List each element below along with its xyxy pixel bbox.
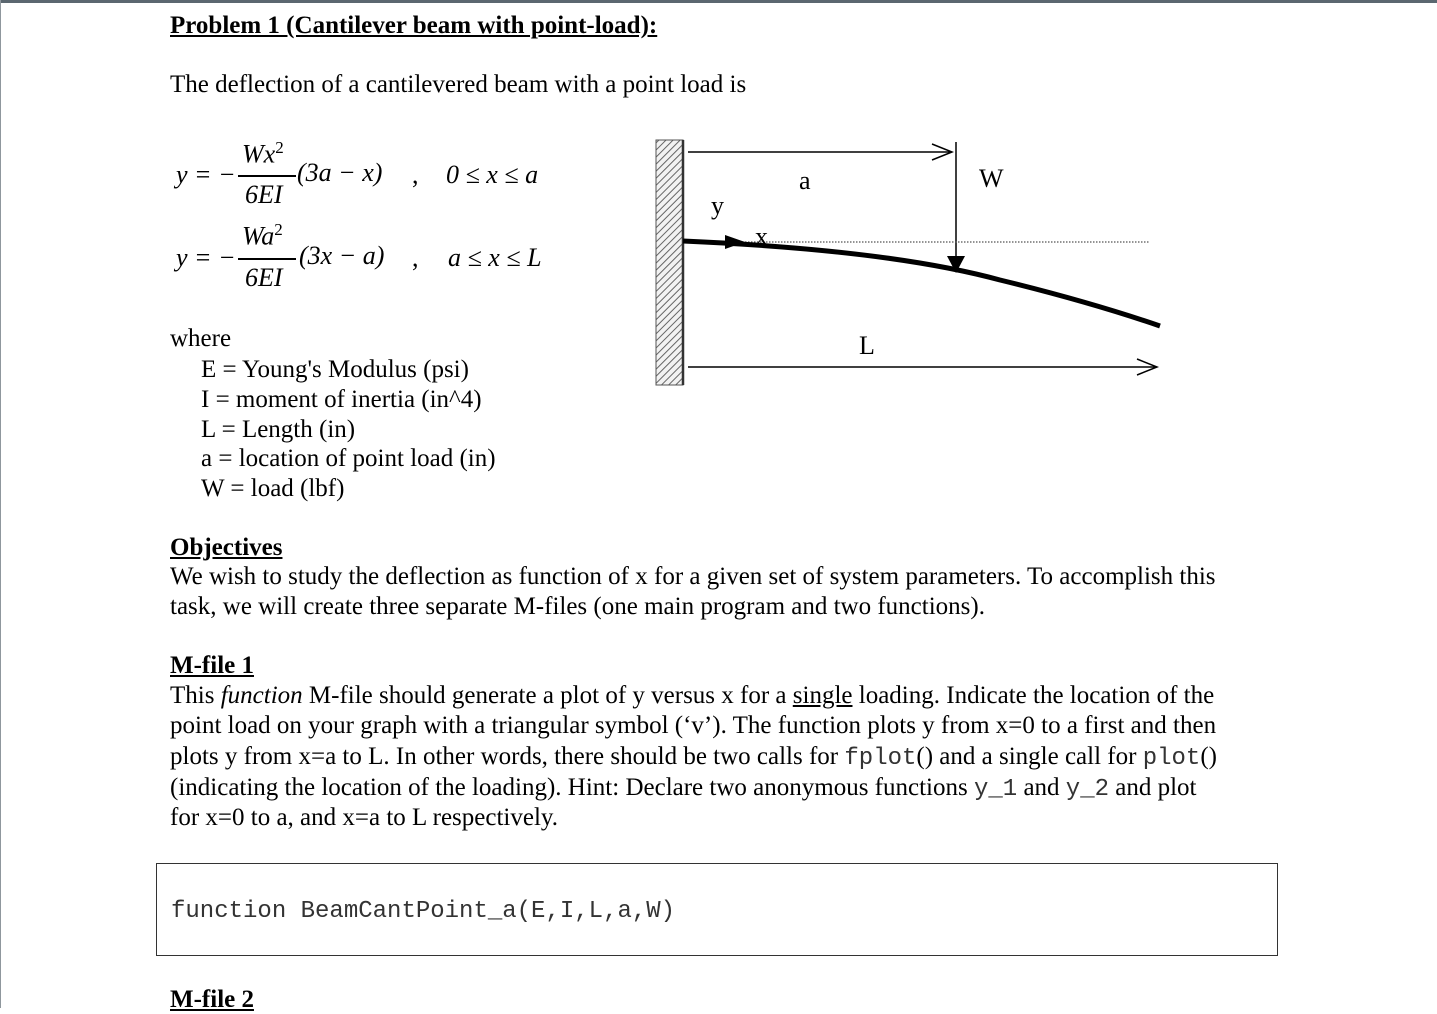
code-answer-box[interactable]: [156, 863, 1278, 956]
eq2-domain: a ≤ x ≤ L: [448, 243, 542, 272]
code-y1: y_1: [973, 776, 1018, 803]
mfile1-line-2: point load on your graph with a triangular symbol (‘v’). The function plots y from x=0 to a first and then: [170, 712, 1217, 739]
mfile1-heading: M-file 1: [170, 652, 254, 679]
eq1-comma: ,: [412, 160, 419, 189]
definition-item: L = Length (in): [201, 415, 356, 443]
eq2-factor: (3x − a): [299, 241, 385, 270]
eq2-exponent: 2: [274, 220, 283, 239]
eq1-numerator: Wx$^2$: [242, 138, 284, 169]
diagram-label-W: W: [979, 164, 1004, 193]
definition-item: W = load (lbf): [201, 475, 345, 503]
definition-item: E = Young's Modulus (psi): [201, 356, 469, 383]
eq2-denominator: 6EI: [245, 263, 283, 292]
eq2-comma: ,: [412, 243, 419, 272]
code-y2: y_2: [1065, 776, 1110, 803]
beam-diagram: [640, 130, 1170, 390]
diagram-label-y: y: [711, 191, 724, 220]
eq2-lhs: y = −: [176, 243, 236, 272]
objectives-line-2: task, we will create three separate M-files (one main program and two functions).: [170, 593, 985, 620]
mfile1-line-4: (indicating the location of the loading). Hint: Declare two anonymous functions y_1 and y_2 and plot: [170, 774, 1197, 803]
eq1-fraction-bar: [238, 175, 296, 177]
beam-diagram-svg: [640, 130, 1170, 390]
mfile1-line-1: This function M-file should generate a plot of y versus x for a single loading. Indicate the location of the: [170, 682, 1215, 709]
problem-title: Problem 1 (Cantilever beam with point-load):: [170, 12, 658, 39]
eq1-denominator: 6EI: [245, 180, 283, 209]
mfile1-underline-single: single: [792, 682, 853, 709]
where-label: where: [170, 325, 232, 352]
eq1-domain: 0 ≤ x ≤ a: [446, 160, 539, 189]
mfile2-heading: M-file 2: [170, 986, 254, 1013]
eq2-numerator: Wa$^2$: [242, 220, 283, 251]
code-fplot: fplot: [844, 745, 917, 772]
mfile1-line-3: plots y from x=a to L. In other words, there should be two calls for fplot() and a single call for plot(): [170, 743, 1217, 772]
eq1-lhs: y = −: [176, 160, 236, 189]
diagram-label-L: L: [859, 331, 875, 360]
diagram-label-x: x: [755, 222, 768, 251]
window-top-border: [0, 0, 1437, 3]
definition-item: I = moment of inertia (in^4): [201, 385, 482, 413]
deflected-beam: [683, 241, 1160, 326]
objectives-line-1: We wish to study the deflection as function of x for a given set of system parameters. To accomplish this: [170, 563, 1216, 590]
definition-item: a = location of point load (in): [201, 445, 496, 473]
eq1-factor: (3a − x): [297, 158, 383, 187]
definitions-list: [201, 355, 496, 504]
eq2-fraction-bar: [238, 258, 296, 260]
intro-text: The deflection of a cantilevered beam with a point load is: [170, 71, 747, 98]
function-signature: function BeamCantPoint_a(E,I,L,a,W): [171, 898, 676, 925]
eq1-exponent: 2: [275, 138, 284, 157]
wall-support: [656, 140, 683, 385]
code-plot: plot: [1142, 745, 1201, 772]
diagram-label-a: a: [799, 166, 811, 195]
mfile1-line-5: for x=0 to a, and x=a to L respectively.: [170, 804, 559, 831]
mfile1-italic-function: function: [220, 682, 303, 709]
window-left-border: [0, 0, 1, 1008]
objectives-heading: Objectives: [170, 534, 283, 561]
